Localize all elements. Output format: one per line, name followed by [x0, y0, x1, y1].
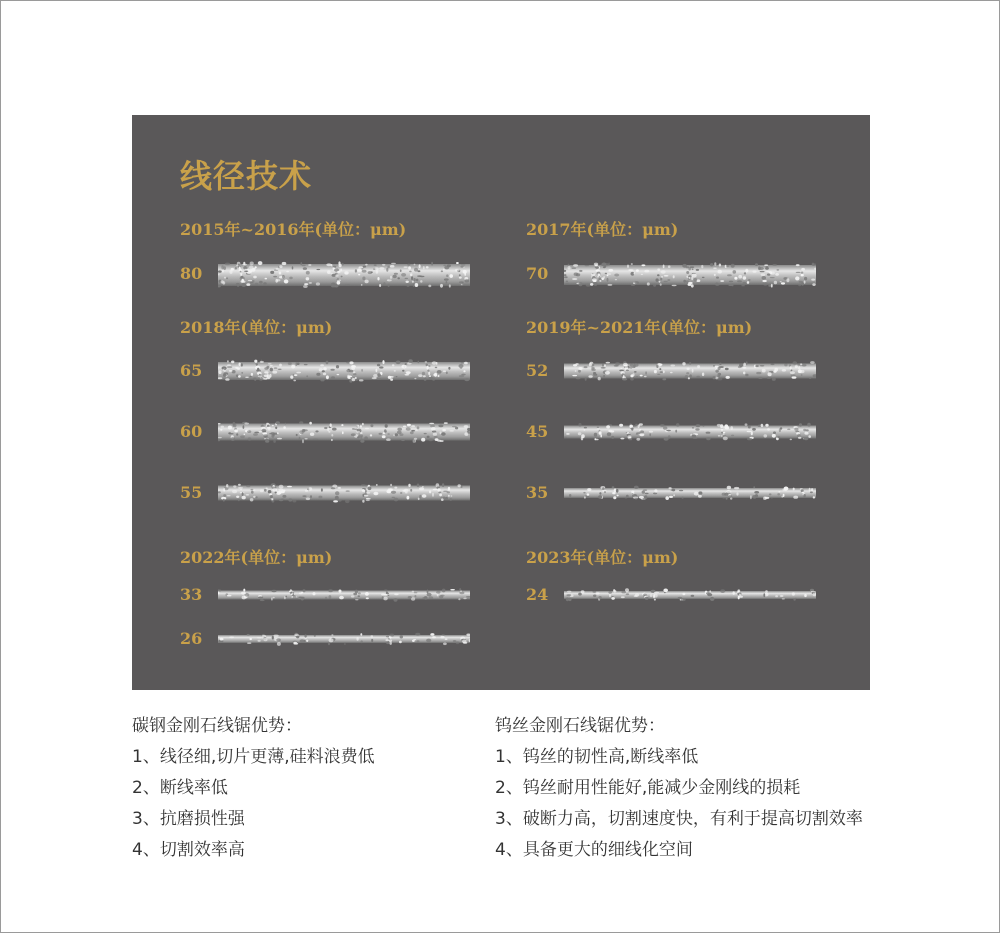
group-label-2018: 2018年(单位：μm) [180, 318, 333, 337]
carbon-steel-point-3: 3、抗磨损性强 [132, 809, 245, 829]
wire-diameter-65: 65 [180, 361, 203, 380]
diamond-wire-45 [564, 416, 816, 448]
tungsten-point-4: 4、具备更大的细线化空间 [495, 840, 693, 860]
wire-body [218, 635, 470, 643]
diamond-wire-80 [218, 259, 470, 291]
wire-diameter-26: 26 [180, 629, 203, 648]
carbon-steel-heading: 碳钢金刚石线锯优势： [132, 716, 302, 736]
diamond-wire-70 [564, 259, 816, 291]
carbon-steel-point-4: 4、切割效率高 [132, 840, 245, 860]
tungsten-point-2: 2、钨丝耐用性能好,能减少金刚线的损耗 [495, 778, 801, 798]
diamond-wire-33 [218, 579, 470, 611]
wire-diameter-52: 52 [526, 361, 549, 380]
group-label-2022: 2022年(单位：μm) [180, 548, 333, 567]
group-label-2017: 2017年(单位：μm) [526, 220, 679, 239]
group-label-2023: 2023年(单位：μm) [526, 548, 679, 567]
diamond-wire-35 [564, 477, 816, 509]
carbon-steel-point-1: 1、线径细,切片更薄,硅料浪费低 [132, 747, 375, 767]
diamond-wire-52 [564, 355, 816, 387]
wire-body [564, 591, 816, 599]
wire-diameter-80: 80 [180, 264, 203, 283]
wire-diameter-45: 45 [526, 422, 549, 441]
tungsten-point-3: 3、破断力高，切割速度快，有利于提高切割效率 [495, 809, 863, 829]
wire-diameter-24: 24 [526, 585, 549, 604]
diamond-wire-55 [218, 477, 470, 509]
wire-diameter-55: 55 [180, 483, 203, 502]
wire-body [218, 486, 470, 501]
carbon-steel-advantages [132, 711, 375, 866]
panel-title: 线径技术 [180, 157, 313, 195]
group-label-2019-2021: 2019年~2021年(单位：μm) [526, 318, 753, 337]
wire-diameter-70: 70 [526, 264, 549, 283]
carbon-steel-point-2: 2、断线率低 [132, 778, 228, 798]
wire-diameter-panel [132, 115, 870, 690]
diamond-wire-65 [218, 355, 470, 387]
group-label-2015-2016: 2015年~2016年(单位：μm) [180, 220, 407, 239]
diamond-wire-26 [218, 623, 470, 655]
tungsten-advantages [495, 711, 863, 866]
tungsten-heading: 钨丝金刚石线锯优势： [495, 716, 665, 736]
wire-diameter-35: 35 [526, 483, 549, 502]
diamond-wire-24 [564, 579, 816, 611]
wire-diameter-33: 33 [180, 585, 203, 604]
diamond-wire-60 [218, 416, 470, 448]
wire-diameter-60: 60 [180, 422, 203, 441]
tungsten-point-1: 1、钨丝的韧性高,断线率低 [495, 747, 699, 767]
